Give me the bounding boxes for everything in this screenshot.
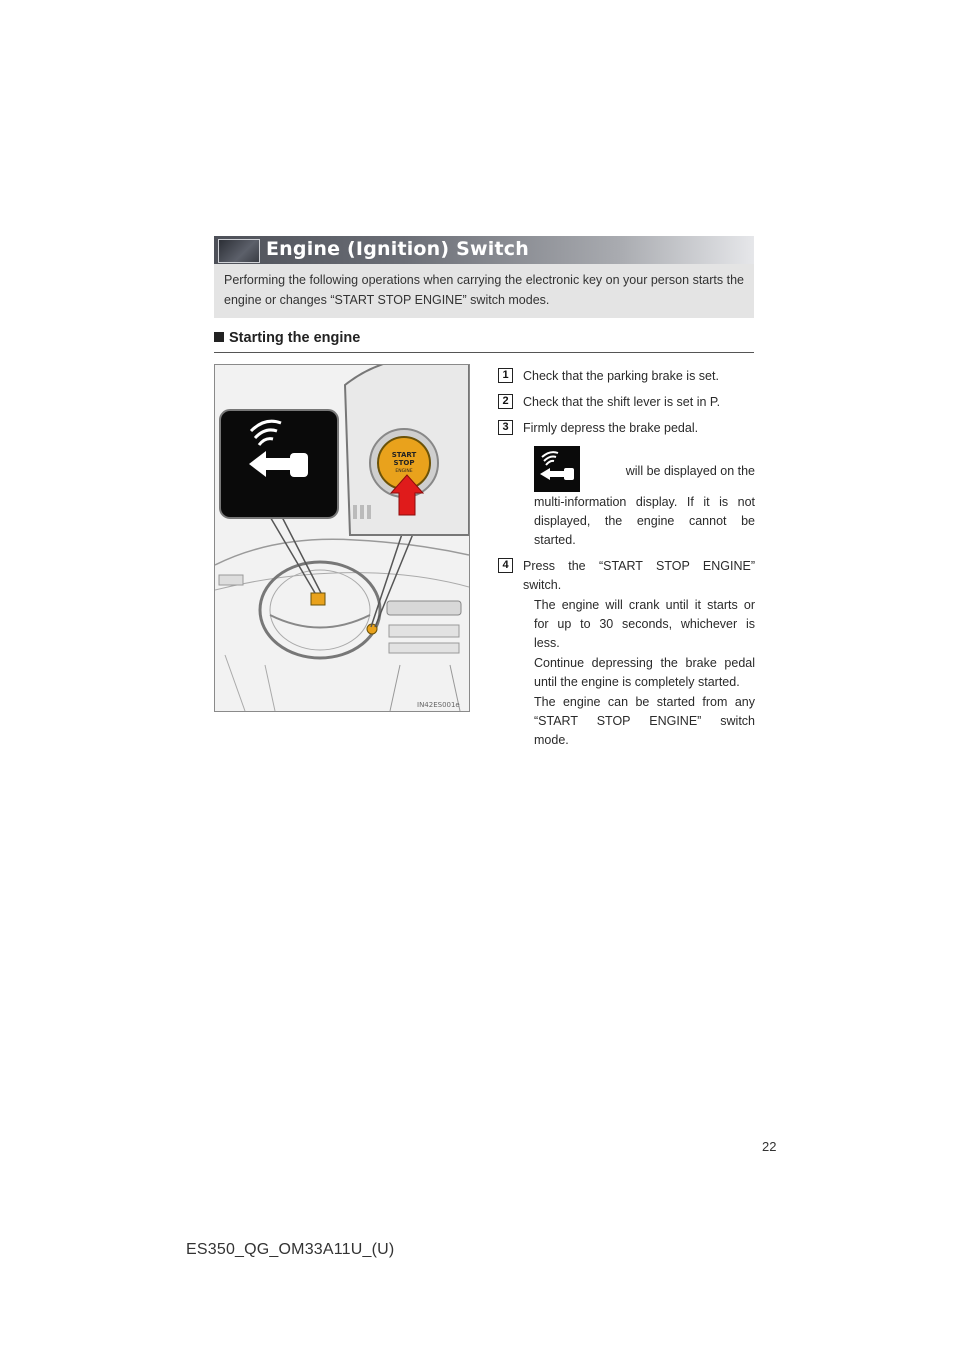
figure-code: IN42ES001e — [417, 701, 460, 709]
step-note: Continue depressing the brake pedal — [534, 656, 755, 670]
step-note: mode. — [534, 733, 569, 747]
intro-text: Performing the following operations when carrying the electronic key on your person starts the engine or changes “START STOP ENGINE” switch modes. — [214, 264, 754, 318]
step-note: will be displayed on the — [625, 464, 755, 478]
key-indicator — [311, 593, 325, 605]
step-note: until the engine is completely started. — [534, 675, 740, 689]
step-note: started. — [534, 533, 576, 547]
bullet-square-icon — [214, 332, 224, 342]
dashboard-drawing — [215, 365, 469, 711]
step-number: 2 — [498, 394, 513, 409]
button-label-1: START — [391, 451, 417, 459]
step-note: for up to 30 seconds, whichever is — [534, 617, 755, 631]
section-title: Starting the engine — [229, 330, 361, 346]
title-swatch-icon — [218, 239, 260, 263]
button-label-3: ENGINE — [395, 469, 413, 474]
step-text: Firmly depress the brake pedal. — [523, 421, 699, 435]
step-text: Check that the shift lever is set in P. — [523, 395, 721, 409]
step-note: multi-information display. If it is not — [534, 495, 755, 509]
title-bar — [214, 236, 754, 264]
step-text: Press the “START STOP ENGINE” — [523, 559, 755, 573]
key-indicator-icon — [534, 446, 580, 492]
step-note: “START STOP ENGINE” switch — [534, 714, 755, 728]
page-title: Engine (Ignition) Switch — [266, 238, 529, 260]
step-note: less. — [534, 636, 560, 650]
step-note: The engine will crank until it starts or — [534, 598, 755, 612]
step-number: 3 — [498, 420, 513, 435]
footer-code: ES350_QG_OM33A11U_(U) — [186, 1241, 395, 1258]
step-number: 1 — [498, 368, 513, 383]
step-text: switch. — [523, 578, 562, 592]
step-number: 4 — [498, 558, 513, 573]
button-label-2: STOP — [393, 459, 415, 467]
step-note: The engine can be started from any — [534, 695, 755, 709]
section-heading — [214, 330, 754, 353]
step-note: displayed, the engine cannot be — [534, 514, 755, 528]
dashboard-illustration — [214, 364, 470, 712]
step-text: Check that the parking brake is set. — [523, 369, 719, 383]
page-number: 22 — [762, 1139, 777, 1154]
